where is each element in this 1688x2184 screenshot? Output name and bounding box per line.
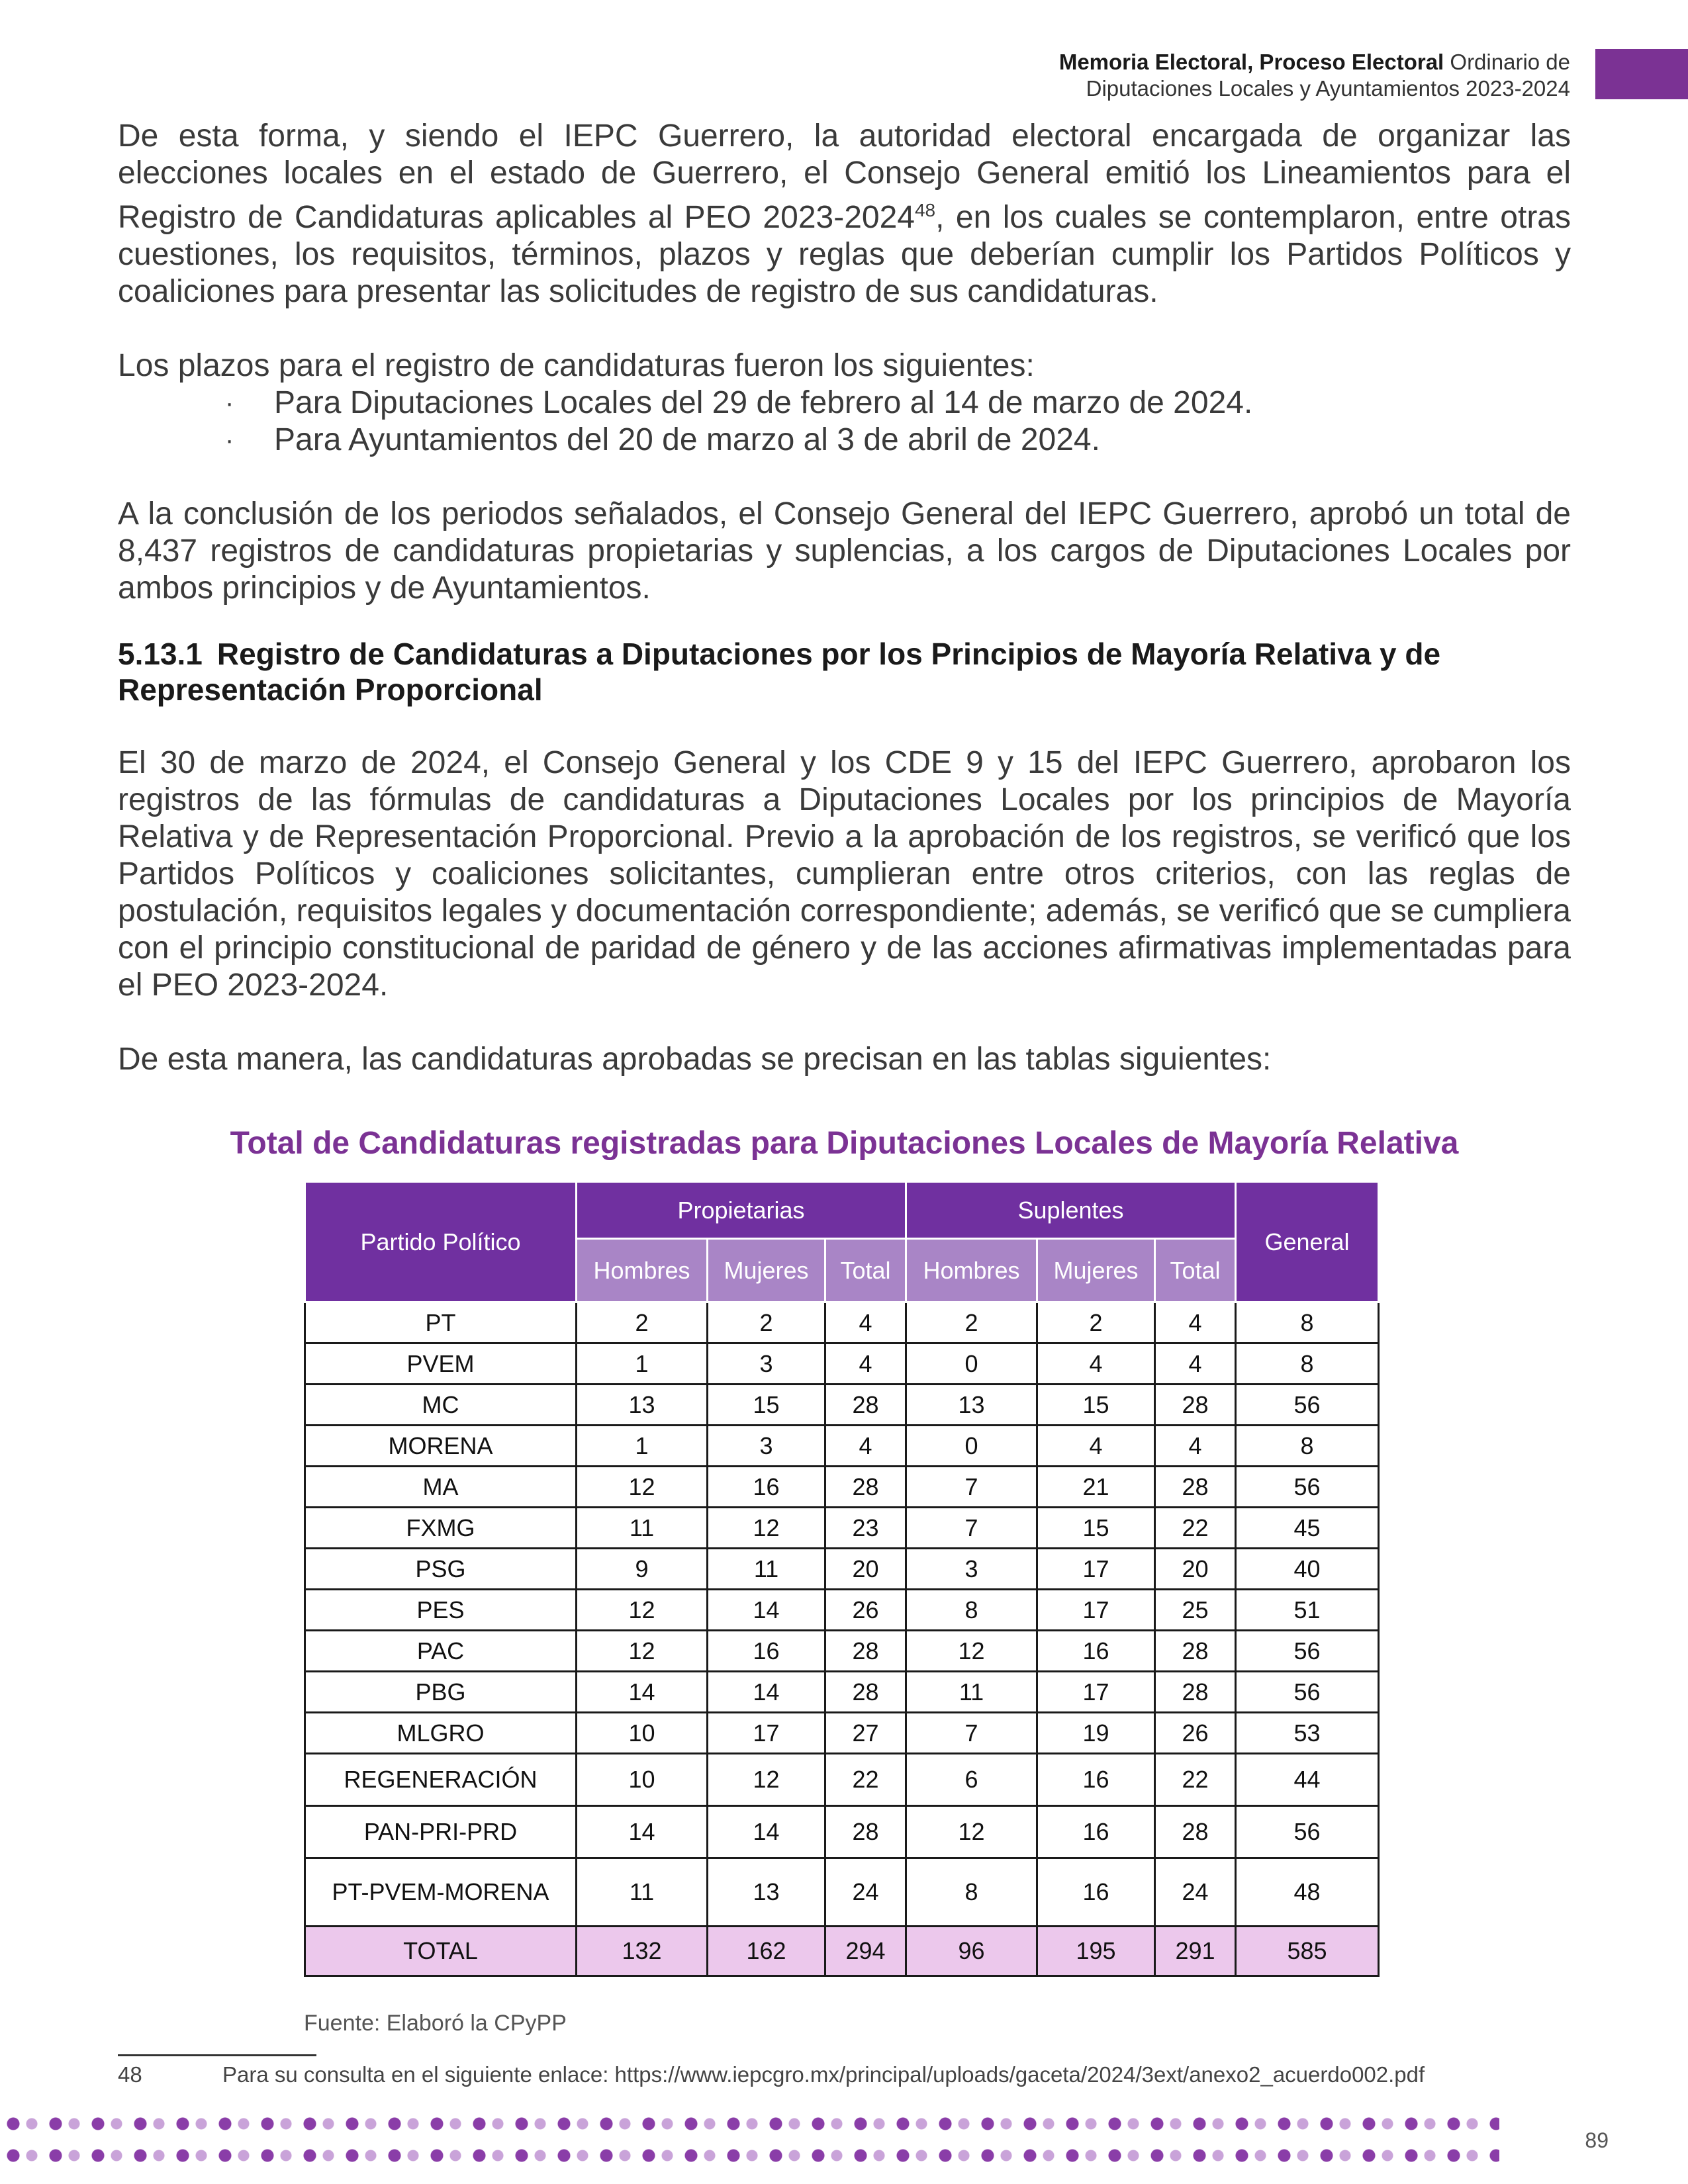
list-item-text: Para Ayuntamientos del 20 de marzo al 3 de abril de 2024.	[274, 422, 1100, 457]
value-cell: 22	[1155, 1508, 1236, 1549]
value-cell: 11	[708, 1549, 825, 1590]
value-cell: 28	[825, 1672, 906, 1713]
value-cell: 12	[577, 1467, 708, 1508]
value-cell: 28	[1155, 1672, 1236, 1713]
value-cell: 15	[708, 1385, 825, 1426]
value-cell: 44	[1236, 1754, 1379, 1806]
header-suplentes: Suplentes	[906, 1182, 1236, 1239]
table-row	[305, 1672, 1379, 1713]
value-cell: 45	[1236, 1508, 1379, 1549]
main-content	[118, 118, 1571, 1078]
value-cell: 2	[708, 1302, 825, 1343]
value-cell: 2	[577, 1302, 708, 1343]
section-number: 5.13.1	[118, 637, 203, 671]
value-cell: 6	[906, 1754, 1037, 1806]
value-cell: 17	[1037, 1549, 1155, 1590]
value-cell: 14	[708, 1806, 825, 1858]
value-cell: 26	[825, 1590, 906, 1631]
value-cell: 12	[708, 1754, 825, 1806]
value-cell: 3	[708, 1426, 825, 1467]
value-cell: 11	[577, 1508, 708, 1549]
value-cell: 9	[577, 1549, 708, 1590]
value-cell: 48	[1236, 1858, 1379, 1927]
paragraph-1-end: , en los cuales se contemplaron, entre otras cuestiones, los requisitos, términos, plazos y reglas que deberían cumplir los Partidos Políticos y coaliciones para presentar las solicitudes de registro de sus candidaturas.	[118, 200, 1571, 309]
value-cell: 8	[1236, 1343, 1379, 1385]
value-cell: 3	[906, 1549, 1037, 1590]
value-cell: 56	[1236, 1467, 1379, 1508]
value-cell: 16	[1037, 1806, 1155, 1858]
footnote-number: 48	[118, 2062, 142, 2087]
value-cell: 4	[825, 1343, 906, 1385]
party-cell: PVEM	[305, 1343, 577, 1385]
footnote-text[interactable]: Para su consulta en el siguiente enlace: https://www.iepcgro.mx/principal/uploads/gaceta/2024/3ext/anexo2_acuerdo002.pdf	[222, 2062, 1425, 2087]
table-row	[305, 1302, 1379, 1343]
section-heading	[118, 636, 1571, 707]
header-partido: Partido Político	[305, 1182, 577, 1302]
value-cell: 24	[825, 1858, 906, 1927]
value-cell: 8	[1236, 1302, 1379, 1343]
table-body	[305, 1302, 1379, 1976]
value-cell: 12	[906, 1806, 1037, 1858]
value-cell: 26	[1155, 1713, 1236, 1754]
table-row	[305, 1858, 1379, 1927]
value-cell: 0	[906, 1343, 1037, 1385]
value-cell: 8	[906, 1858, 1037, 1927]
value-cell: 16	[1037, 1754, 1155, 1806]
party-cell: PES	[305, 1590, 577, 1631]
table-row	[305, 1590, 1379, 1631]
total-cell: 585	[1236, 1927, 1379, 1976]
value-cell: 51	[1236, 1590, 1379, 1631]
value-cell: 12	[577, 1590, 708, 1631]
value-cell: 56	[1236, 1806, 1379, 1858]
party-cell: PSG	[305, 1549, 577, 1590]
value-cell: 25	[1155, 1590, 1236, 1631]
value-cell: 21	[1037, 1467, 1155, 1508]
table-row	[305, 1754, 1379, 1806]
value-cell: 22	[825, 1754, 906, 1806]
value-cell: 22	[1155, 1754, 1236, 1806]
value-cell: 14	[577, 1806, 708, 1858]
value-cell: 4	[825, 1426, 906, 1467]
value-cell: 11	[906, 1672, 1037, 1713]
value-cell: 3	[708, 1343, 825, 1385]
paragraph-5: De esta manera, las candidaturas aprobadas se precisan en las tablas siguientes:	[118, 1042, 1272, 1077]
list-item	[118, 422, 1571, 459]
value-cell: 20	[1155, 1549, 1236, 1590]
party-cell: MA	[305, 1467, 577, 1508]
value-cell: 20	[825, 1549, 906, 1590]
paragraph-4: El 30 de marzo de 2024, el Consejo General y los CDE 9 y 15 del IEPC Guerrero, aprobaron los registros de las fórmulas de candidaturas a Diputaciones Locales por los principios de Mayoría Relativa y de Representación Proporcional. Previo a la aprobación de los registros, se verificó que los Partidos Políticos y coaliciones solicitantes, cumplieran entre otros criterios, con las reglas de postulación, requisitos legales y documentación correspondiente; además, se verificó que se cumpliera con el principio constitucional de paridad de género y de las acciones afirmativas implementadas para el PEO 2023-2024.	[118, 745, 1571, 1003]
header-prop-mujeres: Mujeres	[708, 1239, 825, 1302]
value-cell: 7	[906, 1508, 1037, 1549]
total-cell: 294	[825, 1927, 906, 1976]
header-sup-hombres: Hombres	[906, 1239, 1037, 1302]
value-cell: 4	[1037, 1426, 1155, 1467]
value-cell: 7	[906, 1713, 1037, 1754]
value-cell: 28	[825, 1631, 906, 1672]
list-item	[118, 385, 1571, 422]
value-cell: 8	[906, 1590, 1037, 1631]
value-cell: 56	[1236, 1631, 1379, 1672]
value-cell: 28	[1155, 1385, 1236, 1426]
party-cell: MC	[305, 1385, 577, 1426]
table-row	[305, 1467, 1379, 1508]
table-row	[305, 1426, 1379, 1467]
value-cell: 7	[906, 1467, 1037, 1508]
paragraph-3: A la conclusión de los periodos señalados, el Consejo General del IEPC Guerrero, aprobó un total de 8,437 registros de candidaturas propietarias y suplencias, a los cargos de Diputaciones Locales por ambos principios y de Ayuntamientos.	[118, 496, 1571, 606]
value-cell: 4	[1155, 1302, 1236, 1343]
value-cell: 40	[1236, 1549, 1379, 1590]
value-cell: 53	[1236, 1713, 1379, 1754]
corner-tab-decoration	[1595, 49, 1688, 99]
value-cell: 2	[1037, 1302, 1155, 1343]
value-cell: 12	[577, 1631, 708, 1672]
value-cell: 10	[577, 1713, 708, 1754]
running-header-bold: Memoria Electoral, Proceso Electoral	[1058, 50, 1444, 74]
value-cell: 12	[708, 1508, 825, 1549]
party-cell: MORENA	[305, 1426, 577, 1467]
value-cell: 56	[1236, 1385, 1379, 1426]
value-cell: 8	[1236, 1426, 1379, 1467]
value-cell: 2	[906, 1302, 1037, 1343]
total-cell: 195	[1037, 1927, 1155, 1976]
header-prop-total: Total	[825, 1239, 906, 1302]
value-cell: 12	[906, 1631, 1037, 1672]
table-source: Fuente: Elaboró la CPyPP	[304, 2011, 567, 2036]
party-cell: PBG	[305, 1672, 577, 1713]
running-header-line2: Diputaciones Locales y Ayuntamientos 2023-2024	[1086, 76, 1570, 101]
value-cell: 28	[1155, 1467, 1236, 1508]
candidaturas-table	[304, 1181, 1380, 1977]
value-cell: 10	[577, 1754, 708, 1806]
value-cell: 16	[708, 1467, 825, 1508]
total-label-cell: TOTAL	[305, 1927, 577, 1976]
table-row	[305, 1631, 1379, 1672]
embroidery-border-decoration	[0, 2108, 1499, 2171]
value-cell: 15	[1037, 1385, 1155, 1426]
table-row	[305, 1343, 1379, 1385]
value-cell: 13	[708, 1858, 825, 1927]
total-cell: 162	[708, 1927, 825, 1976]
value-cell: 24	[1155, 1858, 1236, 1927]
value-cell: 1	[577, 1426, 708, 1467]
table-row	[305, 1713, 1379, 1754]
value-cell: 56	[1236, 1672, 1379, 1713]
party-cell: PT-PVEM-MORENA	[305, 1858, 577, 1927]
value-cell: 13	[906, 1385, 1037, 1426]
total-cell: 96	[906, 1927, 1037, 1976]
value-cell: 15	[1037, 1508, 1155, 1549]
running-header	[776, 49, 1570, 102]
value-cell: 28	[1155, 1806, 1236, 1858]
page-number: 89	[1585, 2128, 1609, 2152]
value-cell: 1	[577, 1343, 708, 1385]
header-propietarias: Propietarias	[577, 1182, 906, 1239]
header-sup-total: Total	[1155, 1239, 1236, 1302]
table-row	[305, 1508, 1379, 1549]
value-cell: 19	[1037, 1713, 1155, 1754]
footnote-ref-48[interactable]: 48	[914, 200, 936, 220]
section-title-text: Registro de Candidaturas a Diputaciones por los Principios de Mayoría Relativa y de Representación Proporcional	[118, 637, 1441, 707]
party-cell: REGENERACIÓN	[305, 1754, 577, 1806]
header-prop-hombres: Hombres	[577, 1239, 708, 1302]
value-cell: 17	[1037, 1590, 1155, 1631]
value-cell: 11	[577, 1858, 708, 1927]
value-cell: 4	[1037, 1343, 1155, 1385]
party-cell: PAC	[305, 1631, 577, 1672]
paragraph-1-start: De esta forma, y siendo el IEPC Guerrero, la autoridad electoral encargada de organizar las elecciones locales en el estado de Guerrero, el Consejo General emitió los Lineamientos para el Registro de Candidaturas aplicables al PEO 2023-2024	[118, 118, 1571, 235]
table-row	[305, 1549, 1379, 1590]
header-sup-mujeres: Mujeres	[1037, 1239, 1155, 1302]
value-cell: 28	[825, 1806, 906, 1858]
value-cell: 17	[1037, 1672, 1155, 1713]
bullet-icon: ·	[225, 426, 234, 455]
table-title: Total de Candidaturas registradas para Diputaciones Locales de Mayoría Relativa	[230, 1126, 1459, 1161]
list-item-text: Para Diputaciones Locales del 29 de febrero al 14 de marzo de 2024.	[274, 385, 1253, 420]
paragraph-1	[118, 118, 1571, 310]
paragraph-2: Los plazos para el registro de candidaturas fueron los siguientes:	[118, 348, 1035, 383]
table-total-row	[305, 1927, 1379, 1976]
value-cell: 4	[1155, 1426, 1236, 1467]
value-cell: 4	[1155, 1343, 1236, 1385]
total-cell: 291	[1155, 1927, 1236, 1976]
bullet-icon: ·	[225, 388, 234, 418]
party-cell: MLGRO	[305, 1713, 577, 1754]
value-cell: 23	[825, 1508, 906, 1549]
table-row	[305, 1806, 1379, 1858]
value-cell: 17	[708, 1713, 825, 1754]
value-cell: 28	[825, 1467, 906, 1508]
deadline-list	[118, 385, 1571, 459]
footnote	[118, 2062, 1571, 2087]
value-cell: 14	[708, 1672, 825, 1713]
table-row	[305, 1385, 1379, 1426]
value-cell: 16	[1037, 1858, 1155, 1927]
value-cell: 28	[1155, 1631, 1236, 1672]
party-cell: PAN-PRI-PRD	[305, 1806, 577, 1858]
running-header-rest: Ordinario de	[1444, 50, 1570, 74]
footnote-divider	[118, 2054, 316, 2056]
party-cell: FXMG	[305, 1508, 577, 1549]
value-cell: 14	[577, 1672, 708, 1713]
header-general: General	[1236, 1182, 1379, 1302]
total-cell: 132	[577, 1927, 708, 1976]
value-cell: 16	[708, 1631, 825, 1672]
value-cell: 14	[708, 1590, 825, 1631]
party-cell: PT	[305, 1302, 577, 1343]
value-cell: 16	[1037, 1631, 1155, 1672]
value-cell: 4	[825, 1302, 906, 1343]
value-cell: 13	[577, 1385, 708, 1426]
value-cell: 27	[825, 1713, 906, 1754]
running-header-line1	[776, 49, 1570, 75]
value-cell: 28	[825, 1385, 906, 1426]
value-cell: 0	[906, 1426, 1037, 1467]
